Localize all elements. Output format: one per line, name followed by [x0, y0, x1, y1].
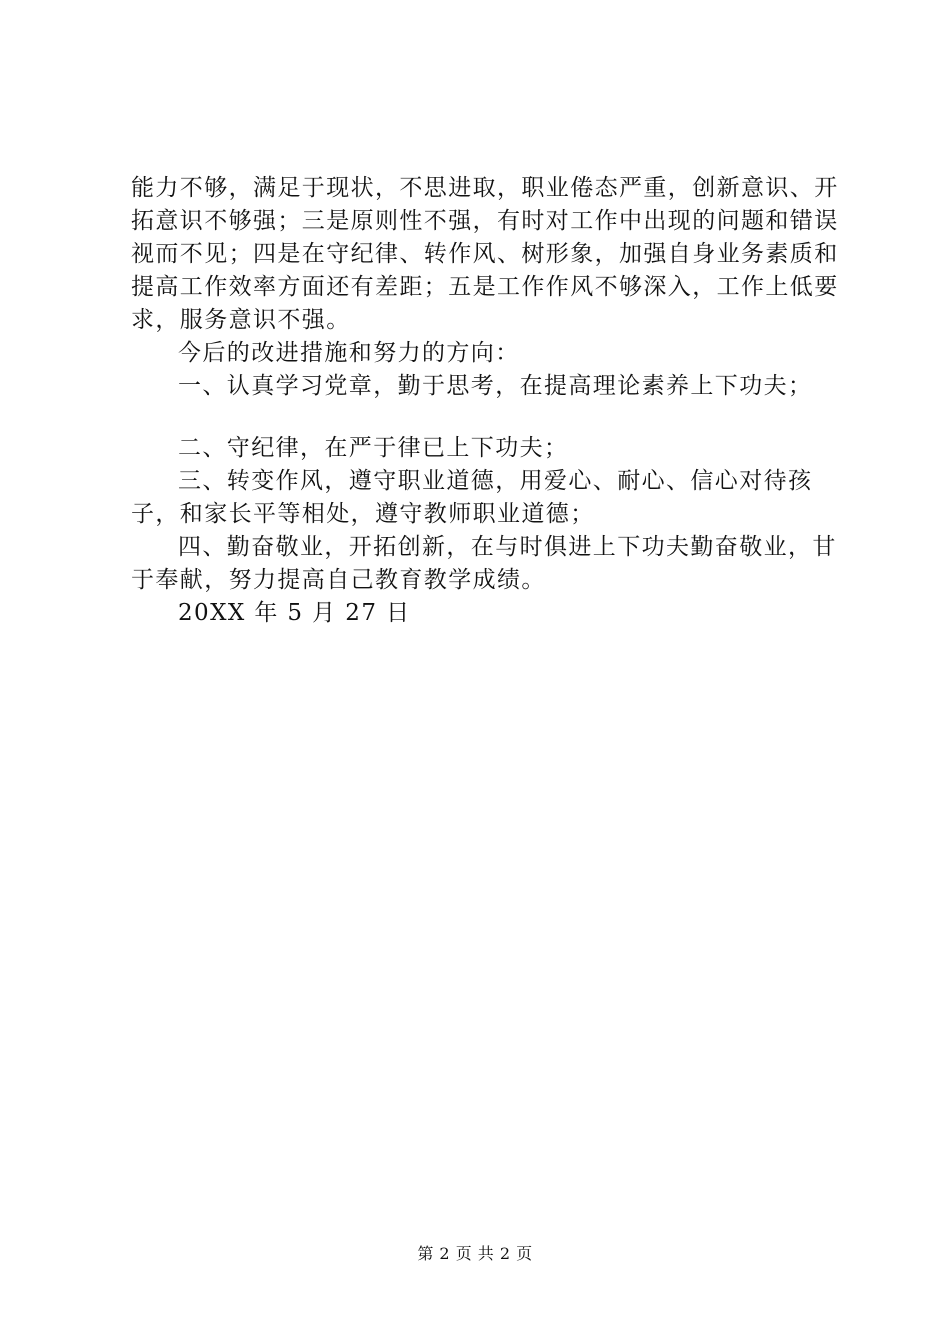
paragraph-problems: 能力不够，满足于现状，不思进取，职业倦态严重，创新意识、开拓意识不够强；三是原则性不强，有时对工作中出现的问题和错误视而不见；四是在守纪律、转作风、树形象，加强自身业务素质和提高工作效率方面还有差距；五是工作作风不够深入，工作上低要求，服务意识不强。 — [131, 175, 839, 333]
page-footer: 第 2 页 共 2 页 — [417, 1244, 533, 1263]
document-body — [131, 172, 843, 630]
list-item-1: 一、认真学习党章，勤于思考，在提高理论素养上下功夫； — [178, 373, 813, 399]
paragraph-improvement-heading: 今后的改进措施和努力的方向： — [178, 340, 520, 366]
list-item-4: 四、勤奋敬业，开拓创新，在与时俱进上下功夫勤奋敬业，甘于奉献，努力提高自己教育教学成绩。 — [131, 534, 837, 593]
blank-line — [131, 403, 843, 432]
list-item-3: 三、转变作风，遵守职业道德，用爱心、耐心、信心对待孩子，和家长平等相处，遵守教师职业道德； — [131, 468, 813, 527]
document-date: 20XX 年 5 月 27 日 — [178, 600, 411, 626]
list-item-2: 二、守纪律，在严于律已上下功夫； — [178, 435, 569, 461]
